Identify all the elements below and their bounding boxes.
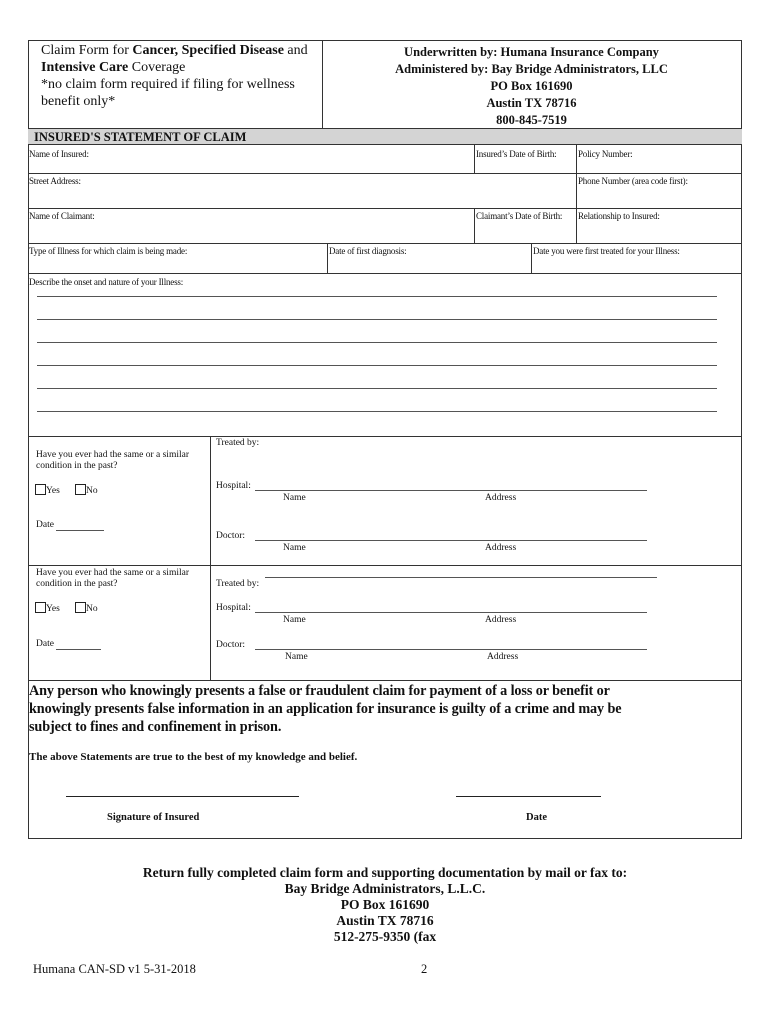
doctor-line-2[interactable] [255,649,647,650]
truth-statement: The above Statements are true to the best of my knowledge and belief. [29,751,358,763]
return-line1: Return fully completed claim form and supporting documentation by mail or fax to: [142,865,628,880]
name-of-claimant-label: Name of Claimant: [29,211,95,221]
admin-po-box: PO Box 161690 [490,79,573,93]
history-1-yes-option[interactable] [35,484,60,497]
history-2-date-label: Date [36,639,54,649]
history-1-no-option[interactable] [75,484,98,497]
row-divider [28,436,742,437]
hospital-label-1: Hospital: [216,481,251,491]
row-divider [28,273,742,274]
type-of-illness-label: Type of Illness for which claim is being made: [29,246,188,256]
return-po-box: PO Box 161690 [340,897,430,912]
signature-date-line[interactable] [456,796,601,797]
title-coverage: Coverage [128,60,186,75]
section-header [28,128,742,145]
treated-by-label-1: Treated by: [216,438,260,448]
doctor-label-2: Doctor: [216,640,246,650]
divider [474,145,475,173]
history-2-date-line[interactable] [56,649,101,650]
divider [531,243,532,273]
return-fax: 512-275-9350 (fax [333,929,437,944]
history-question-1-line2: condition in the past? [36,461,118,471]
doctor-name-caption-2: Name [285,652,308,662]
title-suffix: and [283,43,308,58]
hospital-line-2[interactable] [255,612,647,613]
administrator-info [323,44,740,129]
divider [576,208,577,243]
history-question-2-line1: Have you ever had the same or a similar [36,568,189,578]
claimant-dob-label: Claimant’s Date of Birth: [476,211,563,221]
yes-label: Yes [46,604,60,614]
yes-label: Yes [46,486,60,496]
doctor-line-1[interactable] [255,540,647,541]
fraud-warning-line2: knowingly presents false information in an application for insurance is guilty of a crime and may be [29,701,622,717]
form-title [41,42,321,110]
return-instructions [0,865,770,945]
hospital-name-caption-1: Name [283,493,306,503]
page-number: 2 [421,962,428,976]
policy-number-label: Policy Number: [578,149,633,159]
describe-line-4[interactable] [37,365,717,366]
form-id: Humana CAN-SD v1 5-31-2018 [33,962,196,976]
describe-onset-label: Describe the onset and nature of your Illness: [29,277,183,287]
administered-by: Administered by: Bay Bridge Administrators, LLC [395,62,668,76]
hospital-address-caption-1: Address [485,493,517,503]
describe-line-1[interactable] [37,296,717,297]
return-city: Austin TX 78716 [336,913,434,928]
doctor-address-caption-2: Address [487,652,519,662]
treated-by-line-2[interactable] [265,577,657,578]
hospital-label-2: Hospital: [216,603,251,613]
describe-line-3[interactable] [37,342,717,343]
phone-number-label: Phone Number (area code first): [578,176,688,186]
doctor-label-1: Doctor: [216,531,246,541]
hospital-name-caption-2: Name [283,615,306,625]
row-divider [28,565,742,566]
fraud-warning-line3: subject to fines and confinement in prison. [29,719,282,735]
title-prefix: Claim Form for [41,43,133,58]
fraud-warning-line1: Any person who knowingly presents a false or fraudulent claim for payment of a loss or benefit or [29,683,610,699]
row-divider [28,173,742,174]
row-divider [28,680,742,681]
street-address-label: Street Address: [29,176,81,186]
admin-phone: 800-845-7519 [496,113,567,127]
fraud-warning [29,682,739,736]
history-1-date-label: Date [36,520,54,530]
history-divider [210,436,211,681]
signature-date-label: Date [526,812,547,823]
yes-checkbox[interactable] [35,484,46,495]
date-first-diagnosis-label: Date of first diagnosis: [329,246,407,256]
describe-line-5[interactable] [37,388,717,389]
treated-by-label-2: Treated by: [216,579,260,589]
section-title: INSURED'S STATEMENT OF CLAIM [34,130,247,144]
signature-of-insured-label: Signature of Insured [107,812,200,823]
divider [576,173,577,208]
underwritten-by: Underwritten by: Humana Insurance Company [404,45,659,59]
no-label: No [86,604,98,614]
wellness-note-1: *no claim form required if filing for wellness [41,77,295,92]
doctor-address-caption-1: Address [485,543,517,553]
signature-line[interactable] [66,796,299,797]
title-coverage-bold: Cancer, Specified Disease [132,43,284,58]
hospital-address-caption-2: Address [485,615,517,625]
history-2-yes-option[interactable] [35,602,60,615]
date-first-treated-label: Date you were first treated for your Illness: [533,246,680,256]
row-divider [28,243,742,244]
history-question-1-line1: Have you ever had the same or a similar [36,450,189,460]
insured-dob-label: Insured’s Date of Birth: [476,149,557,159]
no-checkbox[interactable] [75,484,86,495]
history-1-date-line[interactable] [56,530,104,531]
no-checkbox[interactable] [75,602,86,613]
describe-line-6[interactable] [37,411,717,412]
relationship-label: Relationship to Insured: [578,211,660,221]
title-intensive-care: Intensive Care [41,60,129,75]
hospital-line-1[interactable] [255,490,647,491]
yes-checkbox[interactable] [35,602,46,613]
divider [576,145,577,173]
divider [327,243,328,273]
no-label: No [86,486,98,496]
row-divider [28,208,742,209]
admin-city: Austin TX 78716 [486,96,577,110]
divider [474,208,475,243]
name-of-insured-label: Name of Insured: [29,149,89,159]
return-company: Bay Bridge Administrators, L.L.C. [284,881,486,896]
wellness-note-2: benefit only* [41,94,116,109]
doctor-name-caption-1: Name [283,543,306,553]
history-2-no-option[interactable] [75,602,98,615]
describe-line-2[interactable] [37,319,717,320]
history-question-2-line2: condition in the past? [36,579,118,589]
